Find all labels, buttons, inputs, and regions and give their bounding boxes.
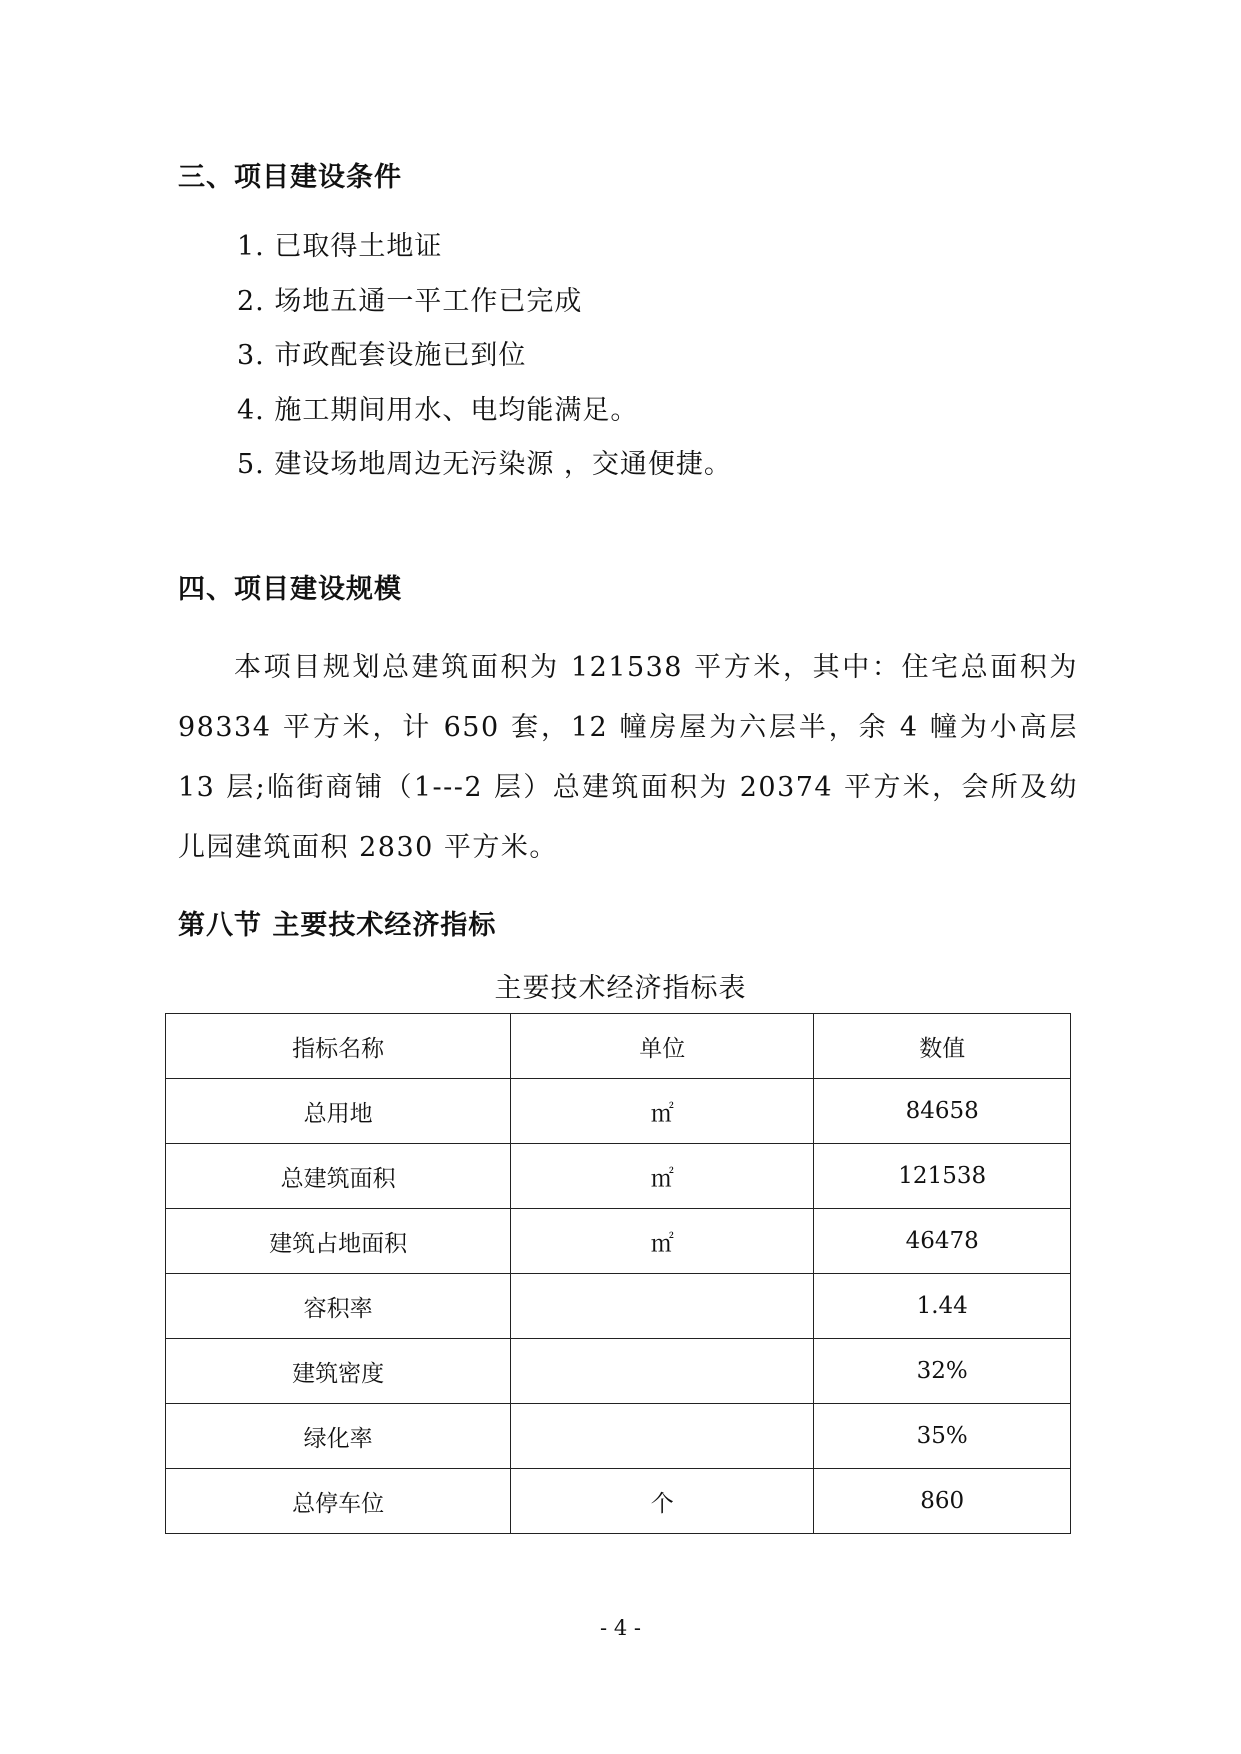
- cell-value: 35%: [814, 1404, 1071, 1469]
- cell-value: 860: [814, 1469, 1071, 1534]
- table-row: [166, 1209, 1071, 1274]
- header-value: 数值: [814, 1014, 1071, 1079]
- cell-unit: [511, 1339, 814, 1404]
- indicators-table: [165, 1013, 1071, 1534]
- table-row: [166, 1079, 1071, 1144]
- cell-unit: ㎡: [511, 1079, 814, 1144]
- cell-value: 121538: [814, 1144, 1071, 1209]
- cell-name: 总用地: [166, 1079, 511, 1144]
- cell-name: 总建筑面积: [166, 1144, 511, 1209]
- cell-name: 容积率: [166, 1274, 511, 1339]
- header-unit: 单位: [511, 1014, 814, 1079]
- cell-name: 总停车位: [166, 1469, 511, 1534]
- header-indicator-name: 指标名称: [166, 1014, 511, 1079]
- cell-name: 绿化率: [166, 1404, 511, 1469]
- cell-name: 建筑密度: [166, 1339, 511, 1404]
- table-header-row: [166, 1014, 1071, 1079]
- cell-name: 建筑占地面积: [166, 1209, 511, 1274]
- section-8-heading: 第八节 主要技术经济指标: [178, 910, 497, 941]
- cell-value: 84658: [814, 1079, 1071, 1144]
- table-row: [166, 1144, 1071, 1209]
- cell-unit: 个: [511, 1469, 814, 1534]
- cell-unit: ㎡: [511, 1144, 814, 1209]
- cell-value: 46478: [814, 1209, 1071, 1274]
- table-row: [166, 1339, 1071, 1404]
- list-item: 5. 建设场地周边无污染源 ，交通便捷。: [237, 449, 732, 480]
- list-item: 3. 市政配套设施已到位: [237, 340, 527, 371]
- cell-unit: [511, 1274, 814, 1339]
- table-row: [166, 1404, 1071, 1469]
- cell-value: 32%: [814, 1339, 1071, 1404]
- table-row: [166, 1469, 1071, 1534]
- cell-unit: [511, 1404, 814, 1469]
- cell-unit: ㎡: [511, 1209, 814, 1274]
- list-item: 1. 已取得土地证: [237, 231, 443, 262]
- construction-scale-paragraph: 本项目规划总建筑面积为 121538 平方米，其中：住宅总面积为 98334 平方米，计 650 套，12 幢房屋为六层半，余 4 幢为小高层 13 层;临街商铺（1---2 层）总建筑面积为 20374 平方米，会所及幼儿园建筑面积 2830 平方米。: [178, 652, 1078, 863]
- list-item: 4. 施工期间用水、电均能满足。: [237, 395, 639, 426]
- table-row: [166, 1274, 1071, 1339]
- page-number: - 4 -: [600, 1616, 641, 1640]
- list-item: 2. 场地五通一平工作已完成: [237, 286, 583, 317]
- cell-value: 1.44: [814, 1274, 1071, 1339]
- section-3-heading: 三、项目建设条件: [178, 162, 402, 193]
- table-caption: 主要技术经济指标表: [494, 973, 747, 1004]
- section-4-heading: 四、项目建设规模: [178, 574, 402, 605]
